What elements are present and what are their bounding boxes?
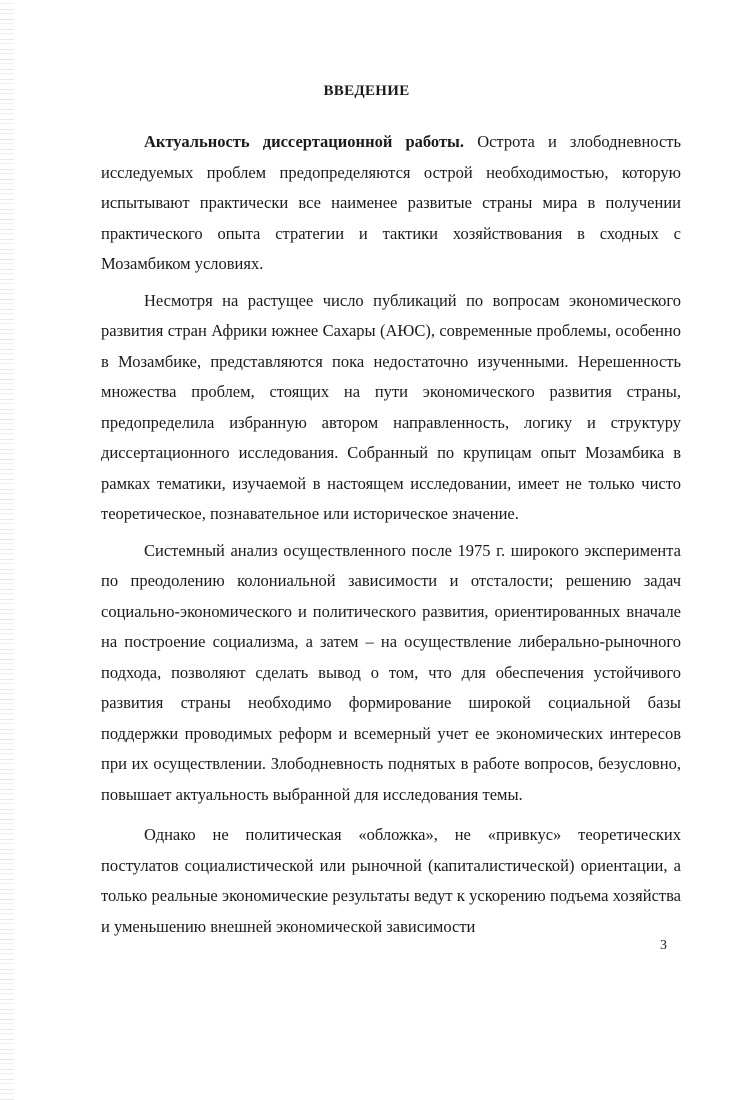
paragraph-lead: Актуальность диссертационной работы. — [144, 132, 465, 151]
paragraph-relevance — [101, 127, 681, 280]
paragraph-text: Острота и злободневность исследуемых проблем предопределяются острой необходимостью, которую испытывают практически все наименее развитые страны мира в получении практического опыта стратегии и тактики хозяйствования в сходных с Мозамбиком условиях. — [101, 132, 681, 273]
body-text — [101, 127, 681, 948]
scan-edge-artifact — [0, 0, 14, 1100]
paragraph-economic-results: Однако не политическая «обложка», не «привкус» теоретических постулатов социалистической или рыночной (капиталистической) ориентации, а только реальные экономические результаты ведут к ускорению подъема хозяйства и уменьшению внешней экономической зависимости — [101, 825, 681, 936]
page-number: 3 — [660, 938, 667, 953]
page-title: ВВЕДЕНИЕ — [323, 83, 410, 99]
paragraph-system-analysis: Системный анализ осуществленного после 1975 г. широкого эксперимента по преодолению колониальной зависимости и отсталости; решению задач социально-экономического и политического развития, ориентированных вначале на построение социализма, а затем – на осуществление либерально-рыночного подхода, позволяют сделать вывод о том, что для обеспечения устойчивого развития страны необходимо формирование широкой социальной базы поддержки проводимых реформ и всемерный учет ее экономических интересов при их осуществлении. Злободневность поднятых в работе вопросов, безусловно, повышает актуальность выбранной для исследования темы. — [101, 540, 681, 804]
paragraph-publications: Несмотря на растущее число публикаций по вопросам экономического развития стран Африки южнее Сахары (АЮС), современные проблемы, особенно в Мозамбике, представляются пока недостаточно изученными. Нерешенность множества проблем, стоящих на пути экономического развития страны, предопределила избранную автором направленность, логику и структуру диссертационного исследования. Собранный по крупицам опыт Мозамбика в рамках тематики, изучаемой в настоящем исследовании, имеет не только чисто теоретическое, познавательное или историческое значение. — [101, 290, 681, 523]
